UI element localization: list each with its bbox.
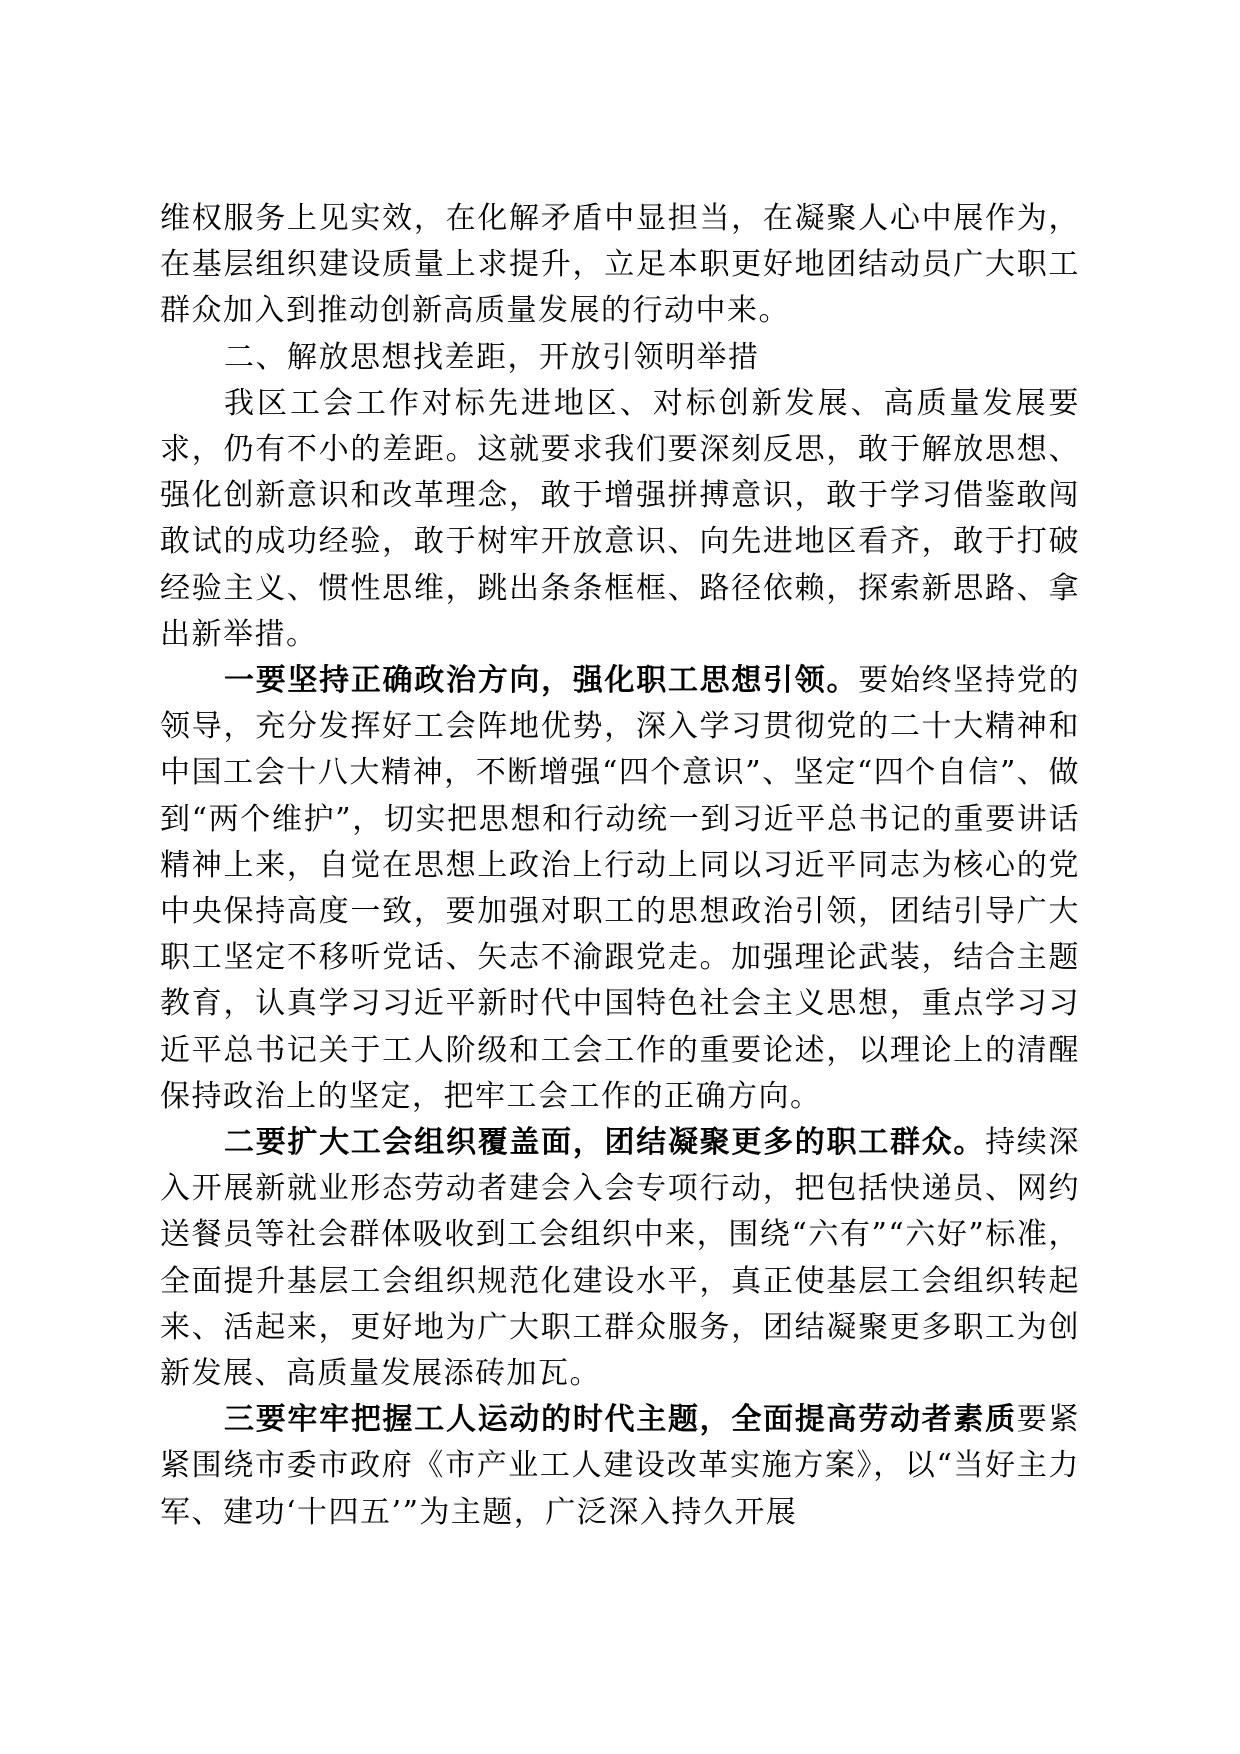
document-page xyxy=(160,196,1080,1536)
paragraph-point-2 xyxy=(160,1120,1080,1397)
point-1-body: 要始终坚持党的领导，充分发挥好工会阵地优势，深入学习贯彻党的二十大精神和中国工会十八大精神，不断增强“四个意识”、坚定“四个自信”、做到“两个维护”，切实把思想和行动统一到习近平总书记的重要讲话精神上来，自觉在思想上政治上行动上同以习近平同志为核心的党中央保持高度一致，要加强对职工的思想政治引领，团结引导广大职工坚定不移听党话、矢志不渝跟党走。加强理论武装，结合主题教育，认真学习习近平新时代中国特色社会主义思想，重点学习习近平总书记关于工人阶级和工会工作的重要论述，以理论上的清醒保持政治上的坚定，把牢工会工作的正确方向。 xyxy=(160,663,1081,1114)
point-3-body: 要紧紧围绕市委市政府《市产业工人建设改革实施方案》，以“当好主力军、建功‘十四五’”为主题，广泛深入持久开展 xyxy=(160,1402,1081,1530)
point-2-body: 持续深入开展新就业形态劳动者建会入会专项行动，把包括快递员、网约送餐员等社会群体吸收到工会组织中来，围绕“六有”“六好”标准，全面提升基层工会组织规范化建设水平，真正使基层工会组织转起来、活起来，更好地为广大职工群众服务，团结凝聚更多职工为创新发展、高质量发展添砖加瓦。 xyxy=(160,1125,1081,1392)
paragraph-intro: 我区工会工作对标先进地区、对标创新发展、高质量发展要求，仍有不小的差距。这就要求我们要深刻反思，敢于解放思想、强化创新意识和改革理念，敢于增强拼搏意识，敢于学习借鉴敢闯敢试的成功经验，敢于树牢开放意识、向先进地区看齐，敢于打破经验主义、惯性思维，跳出条条框框、路径依赖，探索新思路、拿出新举措。 xyxy=(160,385,1080,652)
paragraph-point-3 xyxy=(160,1397,1080,1536)
section-heading: 二、解放思想找差距，开放引领明举措 xyxy=(224,339,760,375)
point-3-lead: 三要牢牢把握工人运动的时代主题，全面提高劳动者素质 xyxy=(224,1402,1017,1438)
paragraph-continued: 维权服务上见实效，在化解矛盾中显担当，在凝聚人心中展作为，在基层组织建设质量上求提升，立足本职更好地团结动员广大职工群众加入到推动创新高质量发展的行动中来。 xyxy=(160,201,1080,329)
point-1-lead: 一要坚持正确政治方向，强化职工思想引领。 xyxy=(224,663,859,699)
paragraph-point-1 xyxy=(160,658,1080,1120)
point-2-lead: 二要扩大工会组织覆盖面，团结凝聚更多的职工群众。 xyxy=(224,1125,986,1161)
